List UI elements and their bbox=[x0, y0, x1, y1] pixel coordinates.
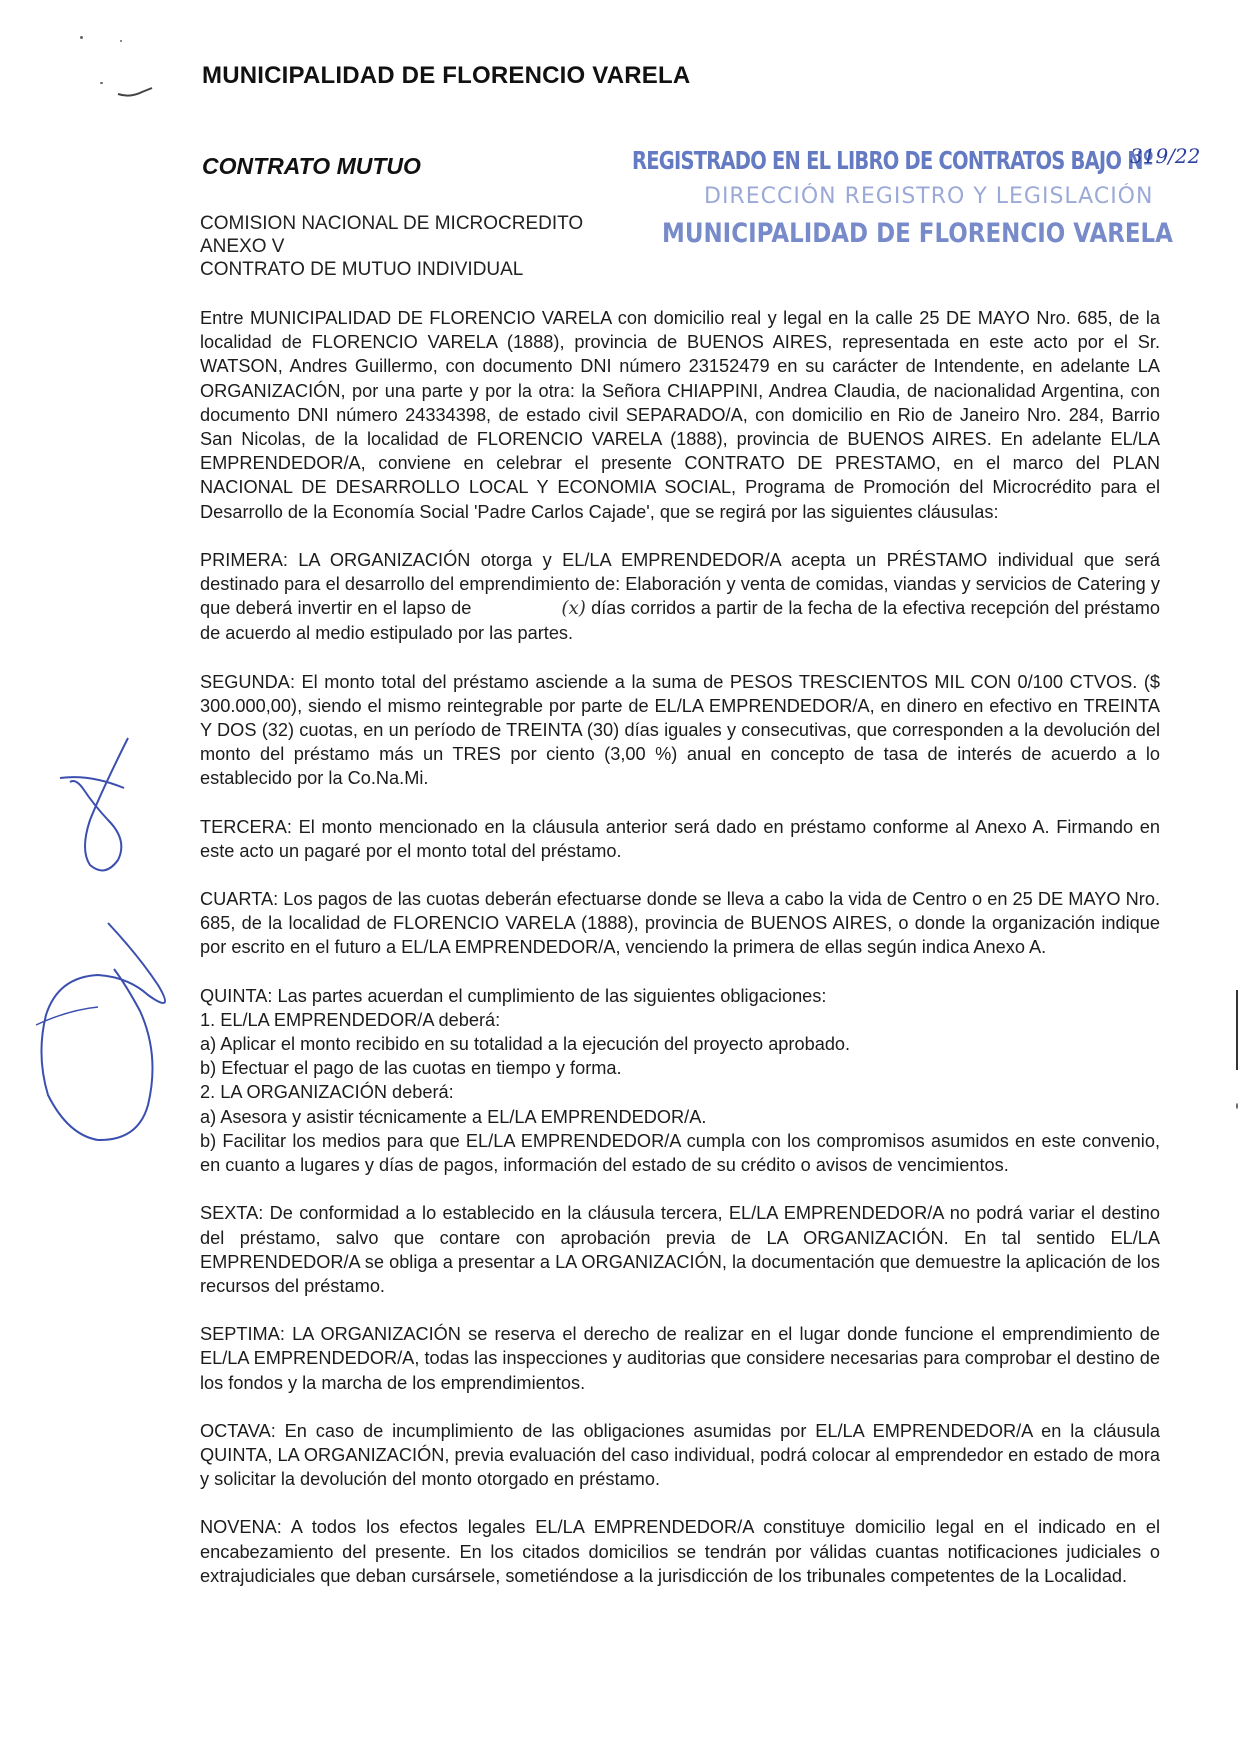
scan-edge-line bbox=[1236, 990, 1238, 1070]
clause-segunda: SEGUNDA: El monto total del préstamo asciende a la suma de PESOS TRESCIENTOS MIL CON 0/100 CTVOS. ($ 300.000,00), siendo el mismo reintegrable por parte de EL/LA EMPRENDEDOR/A, en dinero en efectivo en TREINTA Y DOS (32) cuotas, en un período de TREINTA (30) días iguales y consecutivas, que corresponden a la devolución del monto del préstamo más un TRES por ciento (3,00 %) anual en concepto de tasa de interés de acuerdo a lo establecido por la Co.Na.Mi. bbox=[200, 671, 1160, 789]
scan-speck bbox=[120, 40, 122, 42]
quinta-line: 1. EL/LA EMPRENDEDOR/A deberá: bbox=[200, 1009, 501, 1030]
clause-sexta: SEXTA: De conformidad a lo establecido en la cláusula tercera, EL/LA EMPRENDEDOR/A no podrá variar el destino del préstamo, salvo que contare con aprobación previa de LA ORGANIZACIÓN. En tal sentido EL/LA EMPRENDEDOR/A se obliga a presentar a LA ORGANIZACIÓN, la documentación que demuestre la aplicación de los recursos del préstamo. bbox=[200, 1203, 1160, 1296]
clause-octava: OCTAVA: En caso de incumplimiento de las obligaciones asumidas por EL/LA EMPRENDEDOR/A en la cláusula QUINTA, LA ORGANIZACIÓN, previa evaluación del caso individual, podrá colocar al emprendedor en estado de mora y solicitar la devolución del monto otorgado en préstamo. bbox=[200, 1420, 1160, 1490]
subheading-line: COMISION NACIONAL DE MICROCREDITO bbox=[200, 213, 584, 234]
scan-mark-icon bbox=[100, 78, 170, 108]
handwritten-mark: (x) bbox=[561, 598, 586, 620]
quinta-line: 2. LA ORGANIZACIÓN deberá: bbox=[200, 1082, 454, 1103]
clause-cuarta: CUARTA: Los pagos de las cuotas deberán efectuarse donde se lleva a cabo la vida de Centro o en 25 DE MAYO Nro. 685, de la localidad de FLORENCIO VARELA (1888), provincia de BUENOS AIRES, o donde la organización indique por escrito en el futuro a EL/LA EMPRENDEDOR/A, venciendo la primera de ellas según indica Anexo A. bbox=[200, 889, 1160, 958]
document-title: CONTRATO MUTUO bbox=[202, 153, 421, 179]
clause-tercera: TERCERA: El monto mencionado en la cláusula anterior será dado en préstamo conforme al Anexo A. Firmando en este acto un pagaré por el monto total del préstamo. bbox=[200, 816, 1160, 861]
intro-paragraph: Entre MUNICIPALIDAD DE FLORENCIO VARELA con domicilio real y legal en la calle 25 DE MAYO Nro. 685, de la localidad de FLORENCIO VARELA (1888), provincia de BUENOS AIRES, representada en este acto por el Sr. WATSON, Andres Guillermo, con documento DNI número 23152479 en su carácter de Intendente, en adelante LA ORGANIZACIÓN, por una parte y por la otra: la Señora CHIAPPINI, Andrea Claudia, de nacionalidad Argentina, con documento DNI número 24334398, de estado civil SEPARADO/A, con domicilio en Rio de Janeiro Nro. 284, Barrio San Nicolas, de la localidad de FLORENCIO VARELA (1888), provincia de BUENOS AIRES. En adelante EL/LA EMPRENDEDOR/A, conviene en celebrar el presente CONTRATO DE PRESTAMO, en el marco del PLAN NACIONAL DE DESARROLLO LOCAL Y ECONOMIA SOCIAL, Programa de Promoción del Microcrédito para el Desarrollo de la Economía Social 'Padre Carlos Cajade', que se regirá por las siguientes cláusulas: bbox=[200, 308, 1160, 522]
clause-primera bbox=[200, 548, 1160, 646]
clause-septima: SEPTIMA: LA ORGANIZACIÓN se reserva el derecho de realizar en el lugar donde funcione el emprendimiento de EL/LA EMPRENDEDOR/A, todas las inspecciones y auditorias que considere necesarias para comprobar el destino de los fondos y la marcha de los emprendimientos. bbox=[200, 1324, 1160, 1393]
quinta-line: b) Efectuar el pago de las cuotas en tiempo y forma. bbox=[200, 1058, 622, 1079]
registration-stamp bbox=[632, 144, 1201, 256]
clause-novena: NOVENA: A todos los efectos legales EL/LA EMPRENDEDOR/A constituye domicilio legal en el indicado en el encabezamiento del presente. En los citados domicilios se tendrán por válidas cuantas notificaciones judiciales o extrajudiciales que deban cursársele, sometiéndose a la jurisdicción de los tribunales competentes de la Localidad. bbox=[200, 1517, 1160, 1586]
stamp-line-direction: DIRECCIÓN REGISTRO Y LEGISLACIÓN bbox=[704, 184, 1154, 209]
municipality-header: MUNICIPALIDAD DE FLORENCIO VARELA bbox=[202, 62, 691, 89]
document-subheading bbox=[200, 212, 583, 281]
contract-body bbox=[200, 306, 1160, 1588]
clause-primera-text-end: días corridos a partir de la fecha de la efectiva recepción del préstamo de acuerdo al medio estipulado por las partes. bbox=[200, 598, 1160, 644]
initials-signature-icon bbox=[50, 730, 150, 880]
clause-primera-text: PRIMERA: LA ORGANIZACIÓN otorga y EL/LA EMPRENDEDOR/A acepta un PRÉSTAMO individual que será destinado para el desarrollo del emprendimiento de: Elaboración y venta de comidas, viandas y servicios de Catering y que deberá invertir en el lapso de bbox=[200, 549, 1160, 619]
quinta-line: a) Asesora y asistir técnicamente a EL/LA EMPRENDEDOR/A. bbox=[200, 1106, 707, 1127]
scan-speck bbox=[80, 36, 83, 39]
scan-speck bbox=[100, 82, 103, 84]
quinta-line: QUINTA: Las partes acuerdan el cumplimiento de las siguientes obligaciones: bbox=[200, 985, 827, 1006]
signature-icon bbox=[28, 915, 178, 1155]
subheading-line: CONTRATO DE MUTUO INDIVIDUAL bbox=[200, 259, 524, 280]
quinta-line: b) Facilitar los medios para que EL/LA EMPRENDEDOR/A cumpla con los compromisos asumidos en este convenio, en cuanto a lugares y días de pagos, información del estado de su crédito o avisos de vencimientos. bbox=[200, 1130, 1160, 1176]
scan-speck bbox=[1236, 1103, 1238, 1109]
stamp-line-municipality: MUNICIPALIDAD DE FLORENCIO VARELA bbox=[662, 218, 1173, 249]
clause-quinta bbox=[200, 984, 1160, 1178]
quinta-line: a) Aplicar el monto recibido en su totalidad a la ejecución del proyecto aprobado. bbox=[200, 1034, 851, 1055]
stamp-line-registered: REGISTRADO EN EL LIBRO DE CONTRATOS BAJO Nº bbox=[632, 146, 1153, 175]
stamp-handwritten-number: 319/22 bbox=[1130, 144, 1201, 168]
subheading-line: ANEXO V bbox=[200, 236, 285, 257]
